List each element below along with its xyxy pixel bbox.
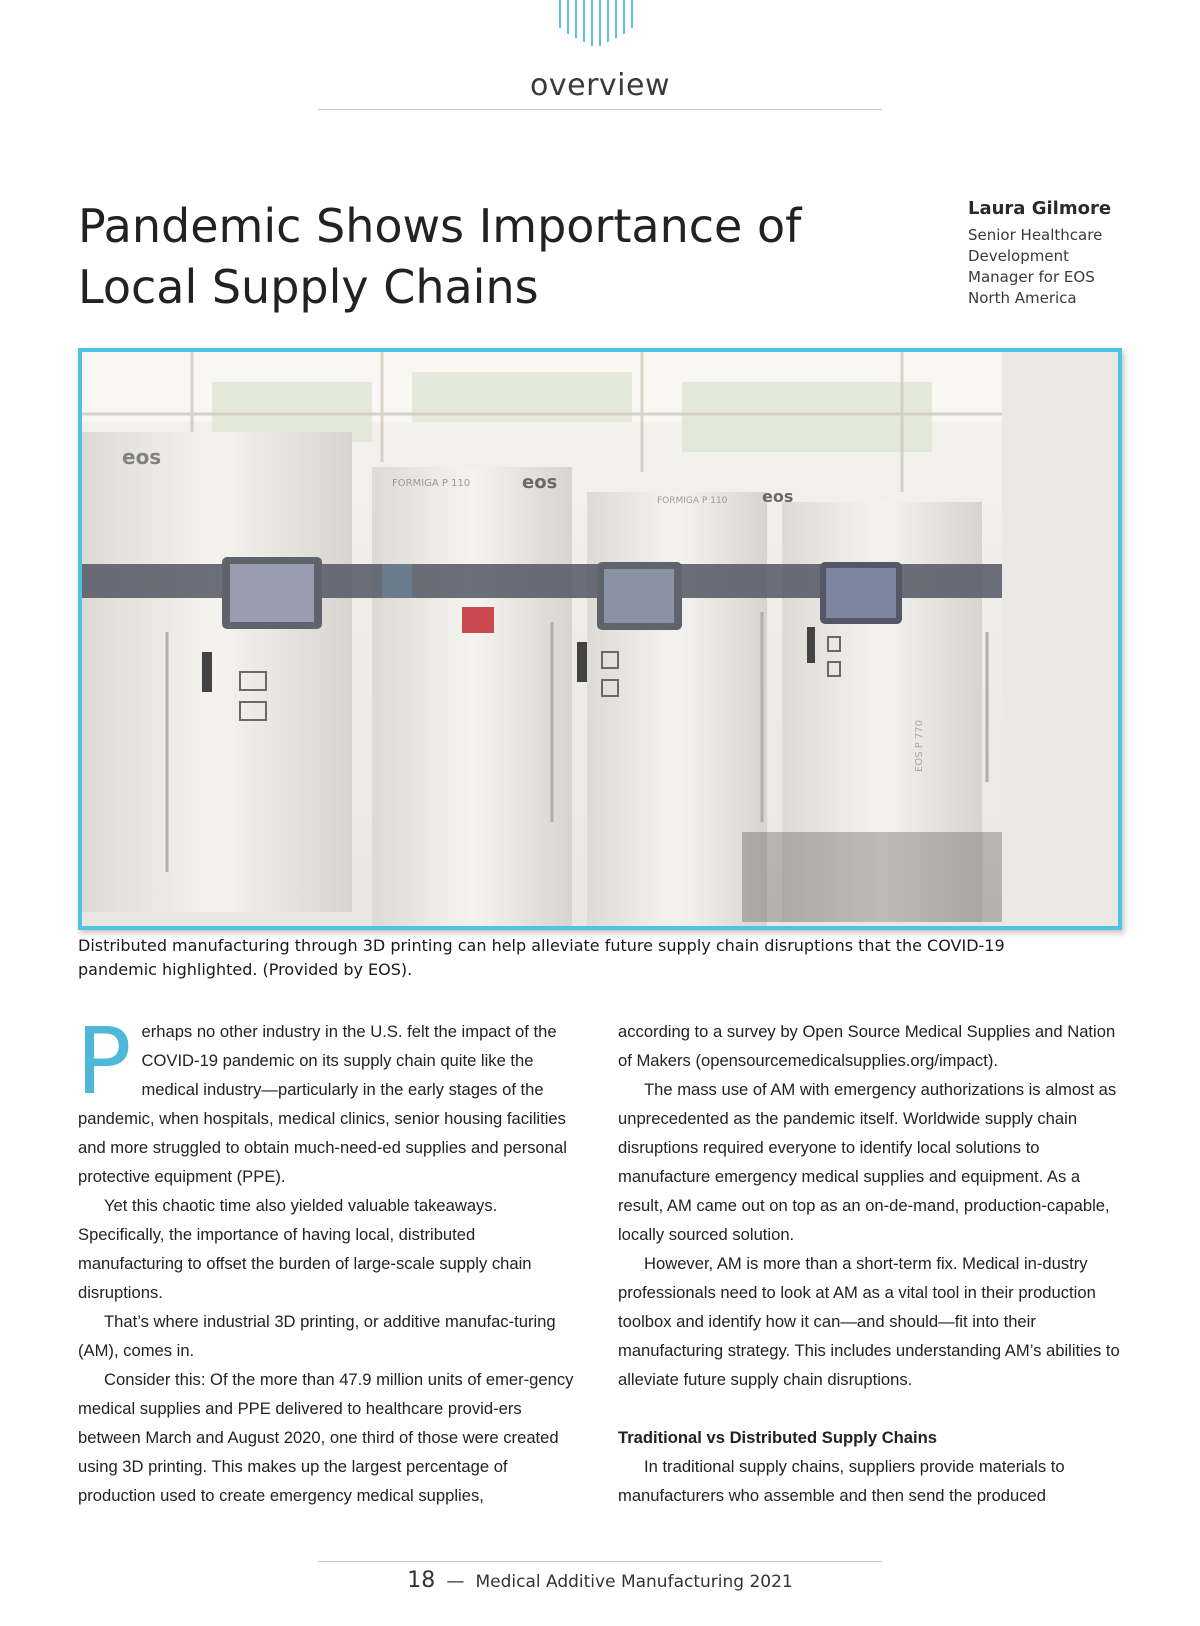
article-photo xyxy=(78,348,1122,930)
paragraph: according to a survey by Open Source Medical Supplies and Nation of Makers (opensourcemedicalsupplies.org/impact). xyxy=(618,1022,1116,1070)
author-role: Senior Healthcare Development Manager for EOS North America xyxy=(968,226,1103,307)
svg-text:eos: eos xyxy=(762,487,794,506)
paragraph: The mass use of AM with emergency authorizations is almost as unprecedented as the pandemic itself. Worldwide supply chain disruptions required everyone to identify local solutions to manufacture emergency medical supplies and equipment. As a result, AM came out on top as an on-de-mand, production-capable, locally sourced solution. xyxy=(618,1080,1117,1244)
side-model-label: EOS P 770 xyxy=(914,719,925,772)
section-subheading: Traditional vs Distributed Supply Chains xyxy=(618,1428,938,1447)
article-column-right xyxy=(618,1017,1126,1510)
author-block xyxy=(968,198,1168,309)
paragraph: That’s where industrial 3D printing, or additive manufac-turing (AM), comes in. xyxy=(78,1312,556,1360)
paragraph: However, AM is more than a short-term fix. Medical in-dustry professionals need to look at AM as a vital tool in their production toolbox and identify how it can—and should—fit into their manufacturing strategy. This includes understanding AM’s abilities to alleviate future supply chain disruptions. xyxy=(618,1254,1120,1389)
paragraph xyxy=(76,1008,580,1191)
3d-printers-photo xyxy=(82,352,1118,926)
page-number: 18 xyxy=(407,1568,436,1593)
paragraph-text: erhaps no other industry in the U.S. felt the impact of the COVID-19 pandemic on its supply chain quite like the medical industry—particularly in the early stages of the pandemic, when hospitals, medical clinics, senior housing facilities and more struggled to obtain much-need-ed supplies and personal protective equipment (PPE). xyxy=(78,1022,567,1186)
publication-name: Medical Additive Manufacturing 2021 xyxy=(475,1572,793,1592)
drop-cap: P xyxy=(76,1008,132,1115)
page-footer xyxy=(0,1568,1200,1593)
paragraph: Yet this chaotic time also yielded valuable takeaways. Specifically, the importance of having local, distributed manufacturing to offset the burden of large-scale supply chain disruptions. xyxy=(78,1196,532,1302)
printer-model-label: FORMIGA P 110 xyxy=(392,478,471,489)
footer-divider xyxy=(318,1561,882,1562)
svg-text:eos: eos xyxy=(122,445,162,469)
paragraph: In traditional supply chains, suppliers provide materials to manufacturers who assemble and then send the produced xyxy=(618,1457,1065,1505)
photo-caption: Distributed manufacturing through 3D printing can help alleviate future supply chain disruptions that the COVID-19 pandemic highlighted. (Provided by EOS). xyxy=(78,936,1005,979)
paragraph: Consider this: Of the more than 47.9 million units of emer-gency medical supplies and PPE delivered to healthcare provid-ers between March and August 2020, one third of those were created using 3D printing. This makes up the largest percentage of production used to create emergency medical supplies, xyxy=(78,1370,574,1505)
article-column-left xyxy=(76,1008,580,1510)
article-title: Pandemic Shows Importance of Local Supply Chains xyxy=(78,199,802,314)
decorative-lines-icon xyxy=(556,0,640,48)
printer-model-label: FORMIGA P 110 xyxy=(657,496,728,506)
svg-text:eos: eos xyxy=(522,472,558,493)
header-divider xyxy=(318,109,882,110)
section-label: overview xyxy=(530,68,670,103)
footer-separator: — xyxy=(446,1571,465,1592)
author-name: Laura Gilmore xyxy=(968,198,1112,219)
